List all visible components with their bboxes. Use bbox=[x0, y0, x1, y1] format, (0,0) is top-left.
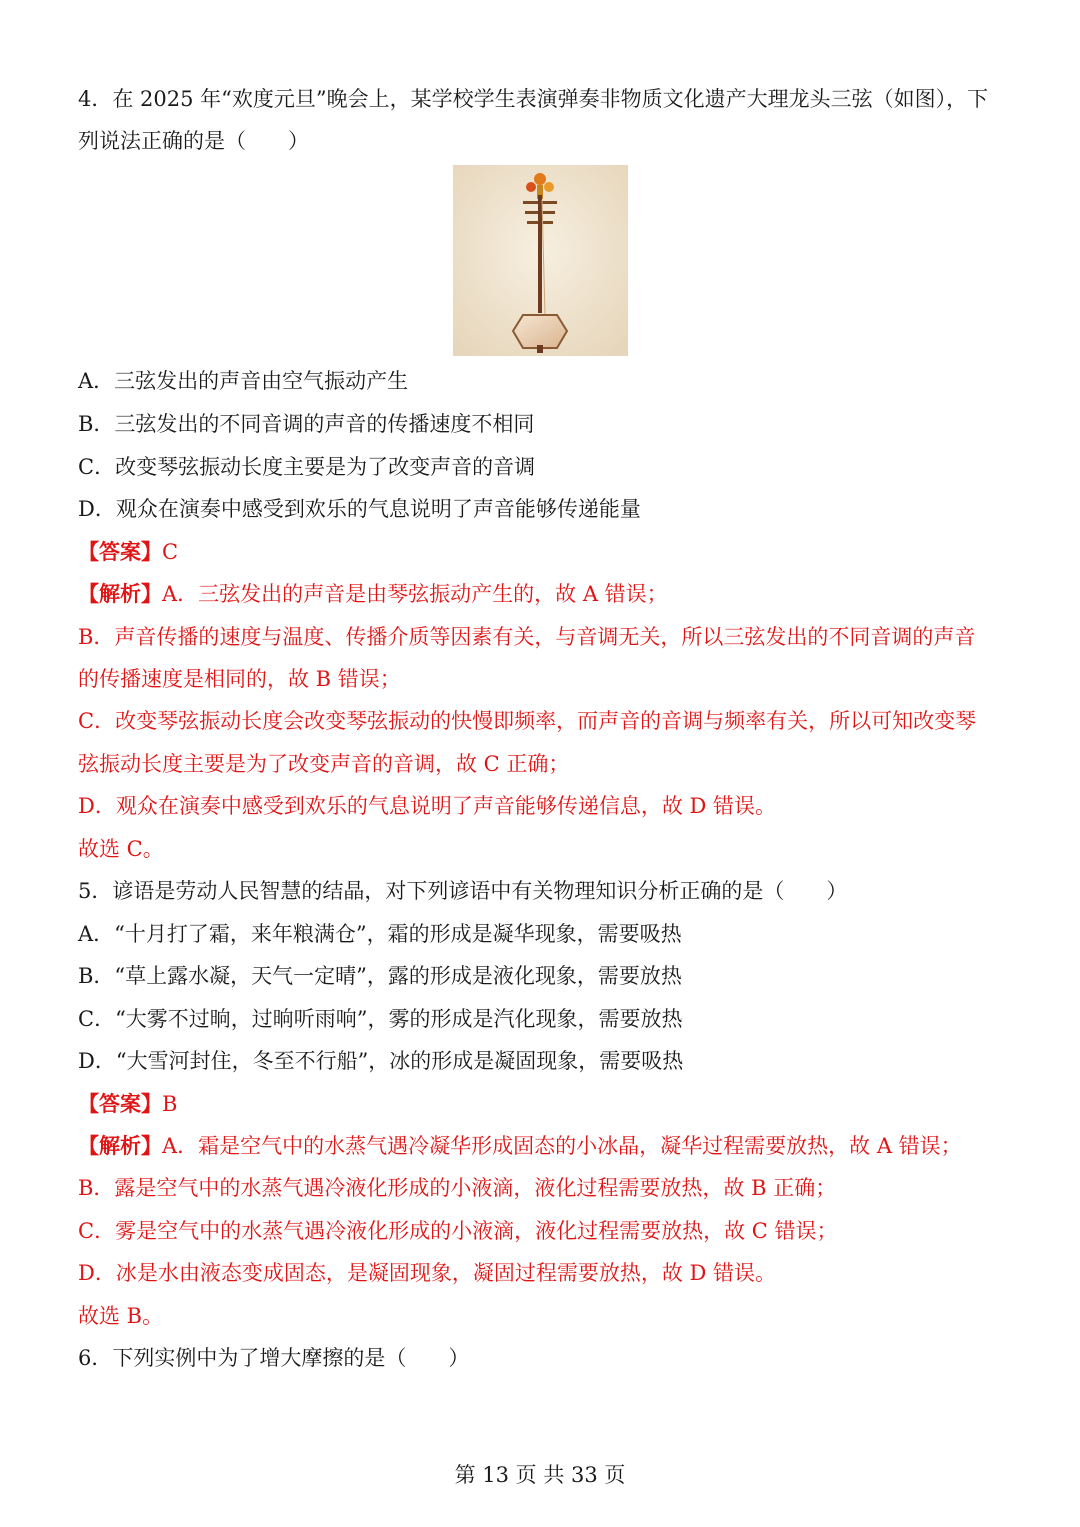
q4-conclusion: 故选 C。 bbox=[78, 837, 164, 861]
analysis-tag: 【解析】 bbox=[78, 581, 162, 606]
q5-analysis-line2: B．露是空气中的水蒸气遇冷液化形成的小液滴，液化过程需要放热，故 B 正确； bbox=[78, 1176, 837, 1200]
q4-analysis-line3: 的传播速度是相同的，故 B 错误； bbox=[78, 667, 401, 691]
q4-stem-line2: 列说法正确的是（ ） bbox=[78, 129, 309, 153]
answer-tag: 【答案】 bbox=[78, 1091, 162, 1116]
q4-option-a: A．三弦发出的声音由空气振动产生 bbox=[78, 369, 409, 393]
q5-conclusion: 故选 B。 bbox=[78, 1304, 164, 1328]
sanxian-instrument-photo bbox=[453, 165, 628, 356]
q5-answer bbox=[78, 1089, 177, 1119]
q4-option-d: D．观众在演奏中感受到欢乐的气息说明了声音能够传递能量 bbox=[78, 497, 641, 521]
q4-analysis-line1 bbox=[78, 579, 668, 609]
q4-option-c: C．改变琴弦振动长度主要是为了改变声音的音调 bbox=[78, 455, 536, 479]
q4-analysis-line2: B．声音传播的速度与温度、传播介质等因素有关，与音调无关，所以三弦发出的不同音调的声音 bbox=[78, 625, 976, 649]
answer-tag: 【答案】 bbox=[78, 539, 162, 564]
page-footer: 第 13 页 共 33 页 bbox=[454, 1463, 626, 1487]
q4-analysis-line4: C．改变琴弦振动长度会改变琴弦振动的快慢即频率，而声音的音调与频率有关，所以可知改变琴 bbox=[78, 709, 977, 733]
q4-analysis-line6: D．观众在演奏中感受到欢乐的气息说明了声音能够传递信息，故 D 错误。 bbox=[78, 794, 777, 818]
sanxian-icon bbox=[453, 165, 628, 356]
q5-option-a: A．“十月打了霜，来年粮满仓”，霜的形成是凝华现象，需要吸热 bbox=[78, 922, 682, 946]
q5-analysis-line3: C．雾是空气中的水蒸气遇冷液化形成的小液滴，液化过程需要放热，故 C 错误； bbox=[78, 1219, 838, 1243]
q5-option-c: C．“大雾不过晌，过晌听雨响”，雾的形成是汽化现象，需要放热 bbox=[78, 1007, 683, 1031]
q5-analysis-line4: D．冰是水由液态变成固态，是凝固现象，凝固过程需要放热，故 D 错误。 bbox=[78, 1261, 777, 1285]
q6-stem: 6．下列实例中为了增大摩擦的是（ ） bbox=[78, 1346, 470, 1370]
q4-answer bbox=[78, 537, 178, 567]
answer-value: B bbox=[162, 1092, 178, 1116]
answer-value: C bbox=[162, 540, 179, 564]
analysis-text: A．霜是空气中的水蒸气遇冷凝华形成固态的小冰晶，凝华过程需要放热，故 A 错误； bbox=[162, 1134, 962, 1158]
q5-stem: 5．谚语是劳动人民智慧的结晶，对下列谚语中有关物理知识分析正确的是（ ） bbox=[78, 879, 848, 903]
q4-option-b: B．三弦发出的不同音调的声音的传播速度不相同 bbox=[78, 412, 535, 436]
analysis-tag: 【解析】 bbox=[78, 1133, 162, 1158]
q4-analysis-line5: 弦振动长度主要是为了改变声音的音调，故 C 正确； bbox=[78, 752, 570, 776]
q5-option-b: B．“草上露水凝，天气一定晴”，露的形成是液化现象，需要放热 bbox=[78, 964, 682, 988]
q5-analysis-line1 bbox=[78, 1131, 962, 1161]
q5-option-d: D．“大雪河封住，冬至不行船”，冰的形成是凝固现象，需要吸热 bbox=[78, 1049, 684, 1073]
q4-stem-line1: 4．在 2025 年“欢度元旦”晚会上，某学校学生表演弹奏非物质文化遗产大理龙头三弦（如图），下 bbox=[78, 87, 989, 111]
analysis-text: A．三弦发出的声音是由琴弦振动产生的，故 A 错误； bbox=[162, 582, 668, 606]
